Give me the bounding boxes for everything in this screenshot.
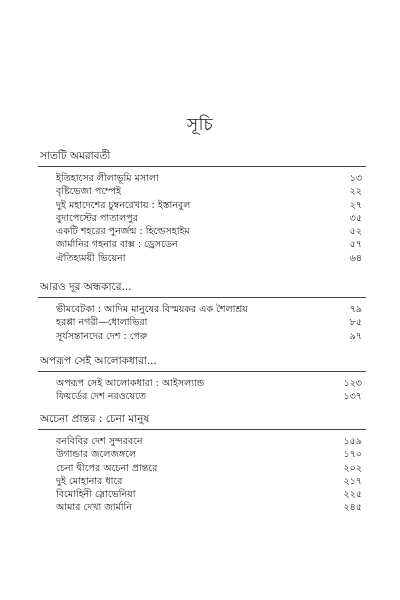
entry-page-number: ৩৫ bbox=[349, 212, 362, 224]
toc-entry[interactable] bbox=[38, 501, 366, 514]
toc-entry[interactable] bbox=[38, 225, 366, 238]
toc-entry[interactable] bbox=[38, 185, 366, 198]
entry-title: হরপ্পা নগরী—ধোলাভিরা bbox=[56, 317, 148, 329]
section-heading: আরও দূর অন্ধকারে... bbox=[40, 281, 132, 293]
entry-title: আমার দেখা জার্মানি bbox=[56, 502, 132, 514]
entry-title: ভীমবেটকা : আদিম মানুষের বিস্ময়কর এক শৈলাশ্রয় bbox=[56, 304, 248, 315]
section-heading: অচেনা প্রান্তর : চেনা মানুষ bbox=[40, 413, 150, 425]
entry-page-number: ৫২ bbox=[349, 226, 362, 238]
entry-list bbox=[38, 377, 366, 404]
section-divider bbox=[38, 297, 366, 298]
entry-page-number: ৮৫ bbox=[349, 317, 362, 329]
entry-page-number: ৭৯ bbox=[349, 304, 362, 315]
entry-title: জার্মানির গহনার বাক্স : ড্রেসডেন bbox=[56, 239, 178, 251]
toc-entry[interactable] bbox=[38, 252, 366, 265]
entry-page-number: ১২৩ bbox=[343, 378, 362, 389]
entry-page-number: ২০২ bbox=[343, 462, 362, 474]
toc-entry[interactable] bbox=[38, 390, 366, 403]
entry-list bbox=[38, 435, 366, 515]
section-divider bbox=[38, 429, 366, 430]
entry-title: দুই মহাদেশের চুম্বনরেখায় : ইস্তানবুল bbox=[56, 199, 191, 211]
section-divider bbox=[38, 166, 366, 167]
section-aaro-door-andhakare bbox=[38, 281, 366, 343]
entry-title: দুই মোহানার ধারে bbox=[56, 475, 123, 487]
entry-title: বৃষ্টিভেজা পম্পেই bbox=[56, 186, 122, 198]
toc-entry[interactable] bbox=[38, 377, 366, 390]
toc-entry[interactable] bbox=[38, 475, 366, 488]
entry-title: বুদাপেস্টের পাতালপুর bbox=[56, 212, 138, 224]
toc-entry[interactable] bbox=[38, 199, 366, 212]
entry-page-number: ৫৭ bbox=[349, 239, 362, 251]
entry-title: একটি শহরের পুনর্জন্ম : হিল্ডেসহাইম bbox=[56, 226, 190, 238]
entry-title: সূর্যসন্তানদের দেশ : পেরু bbox=[56, 330, 148, 342]
entry-title: বিমোহিনী স্লোভেনিয়া bbox=[56, 489, 136, 501]
entry-page-number: ২২৫ bbox=[343, 489, 362, 501]
section-divider bbox=[38, 371, 366, 372]
entry-title: চেনা দ্বীপের অচেনা প্রান্তরে bbox=[56, 462, 158, 474]
toc-entry[interactable] bbox=[38, 330, 366, 343]
entry-page-number: ১৩৭ bbox=[343, 391, 362, 403]
entry-page-number: ২২ bbox=[349, 186, 362, 198]
entry-page-number: ২৭ bbox=[349, 199, 362, 211]
entry-list bbox=[38, 172, 366, 265]
entry-title: ইতিহাসের লীলাভূমি মসালা bbox=[56, 173, 159, 184]
entry-title: অপরূপ সেই আলোকধারা : আইসল্যান্ড bbox=[56, 378, 205, 389]
entry-page-number: ১৭০ bbox=[343, 449, 362, 461]
toc-entry[interactable] bbox=[38, 488, 366, 501]
page-title: সূচি bbox=[186, 115, 214, 135]
entry-title: ফিয়র্ডের দেশ নরওয়েতে bbox=[56, 391, 147, 403]
entry-page-number: ২৪৫ bbox=[343, 502, 362, 514]
entry-title: ঐতিহ্যময়ী ভিয়েনা bbox=[56, 252, 126, 264]
entry-page-number: ১৫৯ bbox=[343, 436, 362, 447]
entry-page-number: ২১৭ bbox=[343, 475, 362, 487]
entry-page-number: ৯৭ bbox=[349, 330, 362, 342]
toc-entry[interactable] bbox=[38, 435, 366, 448]
section-heading: অপরূপ সেই আলোকধারা... bbox=[40, 355, 157, 367]
entry-page-number: ৬৪ bbox=[349, 252, 362, 264]
section-achena-prantar bbox=[38, 413, 366, 515]
toc-entry[interactable] bbox=[38, 448, 366, 461]
toc-entry[interactable] bbox=[38, 172, 366, 185]
section-saatti-amrabati bbox=[38, 150, 366, 265]
toc-entry[interactable] bbox=[38, 462, 366, 475]
entry-title: উগান্ডার জলেজঙ্গলে bbox=[56, 449, 137, 461]
entry-list bbox=[38, 303, 366, 343]
toc-entry[interactable] bbox=[38, 316, 366, 329]
entry-page-number: ১৩ bbox=[349, 173, 362, 184]
section-aparup-sei-alokdhara bbox=[38, 355, 366, 404]
section-heading: সাতটি অমরাবতী bbox=[40, 150, 111, 162]
toc-entry[interactable] bbox=[38, 212, 366, 225]
entry-title: বনবিবির দেশ সুন্দরবনে bbox=[56, 436, 143, 447]
toc-entry[interactable] bbox=[38, 303, 366, 316]
toc-entry[interactable] bbox=[38, 238, 366, 251]
